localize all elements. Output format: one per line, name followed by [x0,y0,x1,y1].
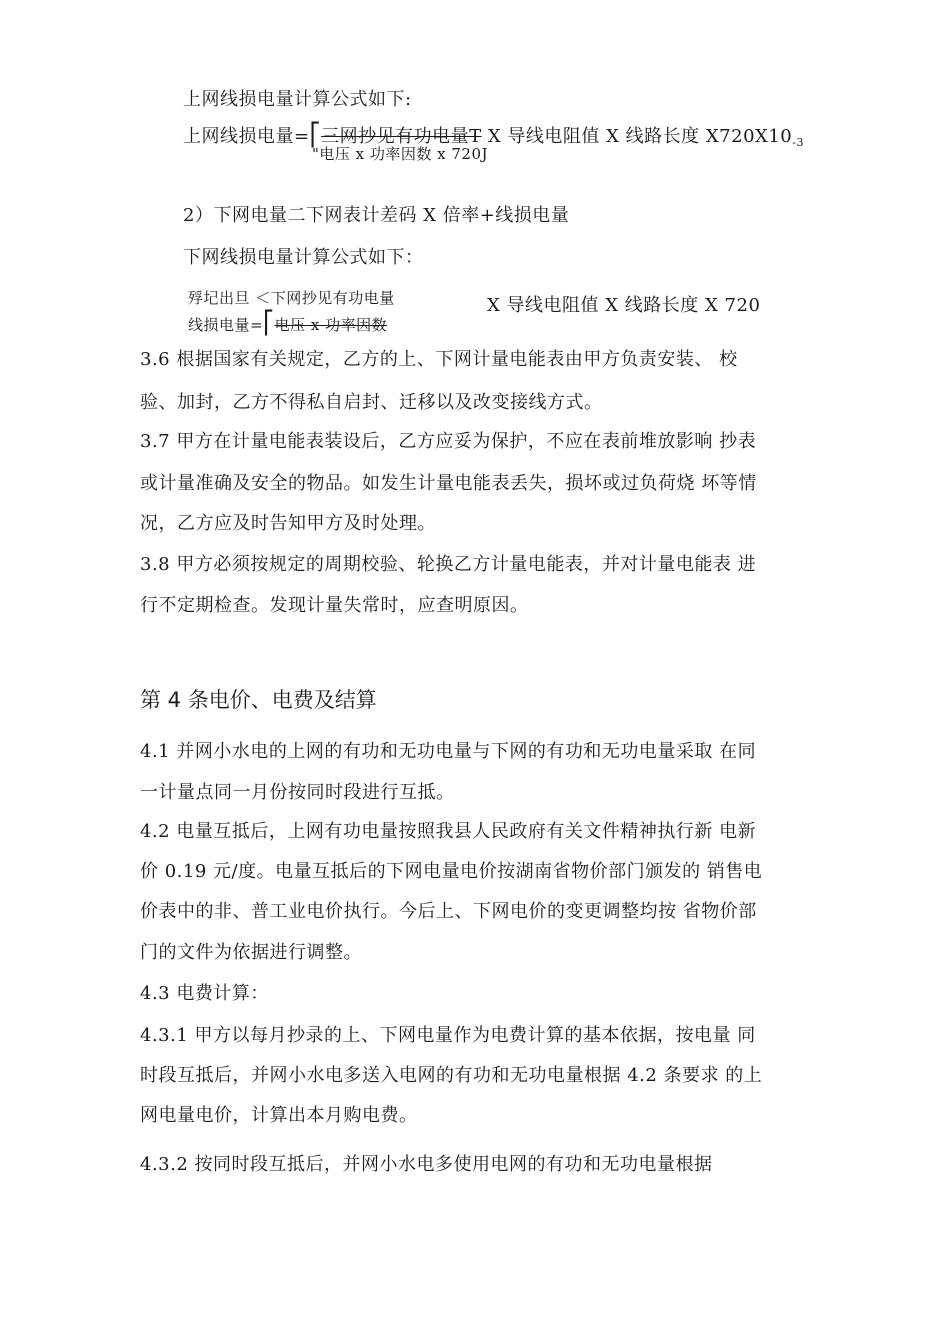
up-formula-numerator: 三网抄见有功电量T [321,126,482,147]
clause-3-7-line-3: 况，乙方应及时告知甲方及时处理。 [140,513,436,534]
down-formula-denominator: 电压 x 功率因数 [274,316,388,334]
down-formula-title: 下网线损电量计算公式如下： [183,247,424,268]
section-4-line: 时段互抵后，并网小水电多送入电网的有功和无功电量根据 4.2 条要求 的上 [140,1065,763,1086]
down-formula-bracket: ⎡ [263,311,275,336]
section-4-line: 网电量电价，计算出本月购电费。 [140,1105,418,1126]
up-formula-exponent: -3 [792,136,804,149]
section-4-line: 4.3.1 甲方以每月抄录的上、下网电量作为电费计算的基本依据，按电量 同 [140,1025,756,1046]
clause-3-6-line-2: 验、加封，乙方不得私自启封、迁移以及改变接线方式。 [140,392,603,413]
up-formula-lhs: 上网线损电量= [183,126,310,147]
section-4-line: 价表中的非、普工业电价执行。今后上、下网电价的变更调整均按 省物价部 [140,901,757,922]
down-formula-lhs-line [188,312,387,337]
up-formula [183,124,804,155]
section-4-line: 门的文件为依据进行调整。 [140,942,362,963]
section-4-line: 4.1 并网小水电的上网的有功和无功电量与下网的有功和无功电量采取 在同 [140,741,757,762]
up-formula-title: 上网线损电量计算公式如下: [183,89,412,110]
clause-3-7-line-2: 或计量准确及安全的物品。如发生计量电能表丢失，损坏或过负荷烧 坏等情 [140,473,757,494]
section-4-line: 一计量点同一月份按同时段进行互抵。 [140,782,455,803]
clause-3-8-line-1: 3.8 甲方必须按规定的周期校验、轮换乙方计量电能表，并对计量电能表 进 [140,554,757,575]
up-formula-rest: X 导线电阻值 X 线路长度 X720X10 [481,126,793,147]
section-4-line: 4.2 电量互抵后，上网有功电量按照我县人民政府有关文件精神执行新 电新 [140,821,757,842]
clause-3-8-line-2: 行不定期检查。发现计量失常时，应查明原因。 [140,595,529,616]
section-4-line: 4.3 电费计算： [140,983,269,1004]
section-4-line: 价 0.19 元/度。电量互抵后的下网电量电价按湖南省物价部门颁发的 销售电 [140,861,763,882]
section-4-heading: 第 4 条电价、电费及结算 [140,688,377,712]
down-formula-line1: 殍圮出旦 ＜下网抄见有功电量 [188,289,395,307]
up-formula-denominator: "电压 x 功率因数 x 720J [312,145,489,163]
down-formula-rest: X 导线电阻值 X 线路长度 X 720 [487,295,761,316]
up-formula-bracket: ⎡ [309,123,322,148]
clause-3-7-line-1: 3.7 甲方在计量电能表装设后，乙方应妥为保护，不应在表前堆放影响 抄表 [140,431,757,452]
down-item: 2）下网电量二下网表计差码 X 倍率+线损电量 [183,205,570,226]
down-formula-lhs: 线损电量= [188,316,264,334]
clause-3-6-line-1: 3.6 根据国家有关规定，乙方的上、下网计量电能表由甲方负责安装、 校 [140,349,738,370]
section-4-line: 4.3.2 按同时段互抵后，并网小水电多使用电网的有功和无功电量根据 [140,1154,713,1175]
